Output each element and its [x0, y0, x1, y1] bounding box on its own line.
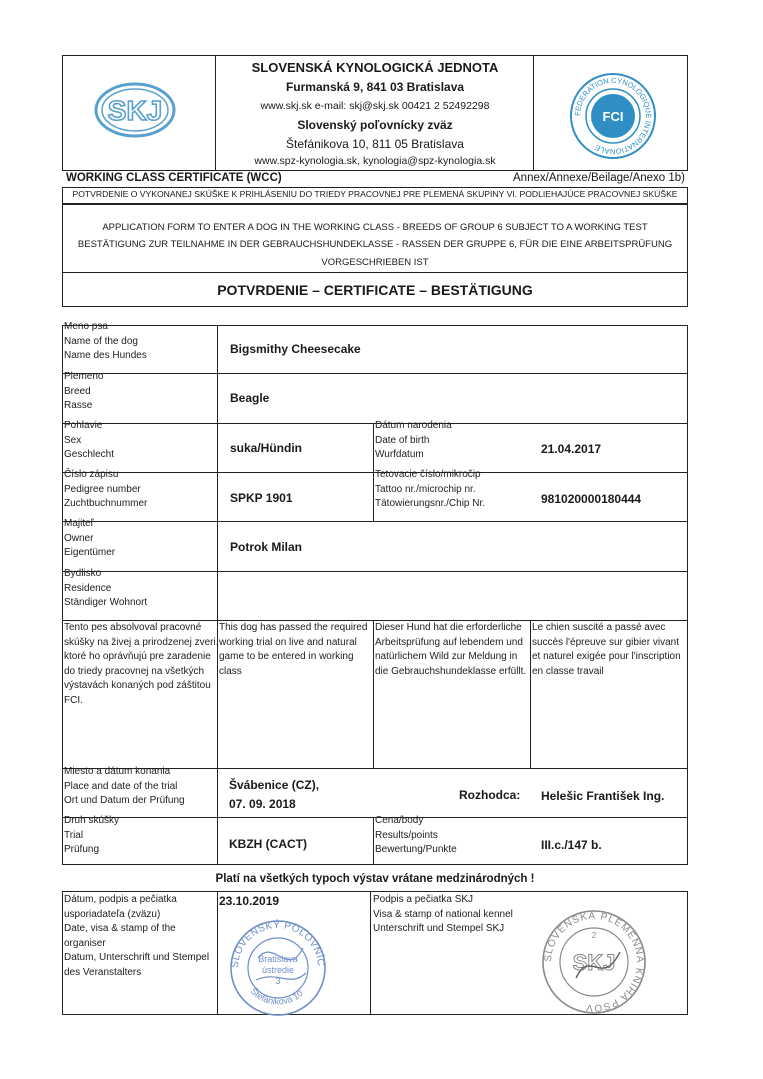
trial-type-label: Druh skúšky Trial Prüfung [64, 815, 120, 855]
breed-label: Plemeno Breed Rasse [64, 371, 104, 411]
svg-text:3: 3 [275, 976, 281, 986]
judge-label: Rozhodca: [459, 788, 521, 802]
spz-stamp [228, 918, 328, 1018]
dog-name: Bigsmithy Cheesecake [230, 342, 361, 356]
svg-text:Štefánikova 10: Štefánikova 10 [248, 986, 305, 1007]
dob-label: Dátum narodenia Date of birth Wurfdatum [375, 420, 452, 460]
breed-value: Beagle [230, 391, 270, 405]
dob-value: 21.04.2017 [541, 442, 602, 456]
pedigree-label: Číslo zápisu Pedigree number Zuchtbuchnummer [64, 469, 148, 509]
statement-en: This dog has passed the required working trial on live and natural game to be entered in working class [219, 622, 368, 677]
org-address: Furmanská 9, 841 03 Bratislava [285, 80, 465, 94]
sex-value: suka/Hündin [230, 441, 303, 455]
org-name: SLOVENSKÁ KYNOLOGICKÁ JEDNOTA [251, 60, 499, 75]
fci-logo [568, 71, 658, 161]
svg-text:ústredie: ústredie [261, 965, 295, 975]
wcc-title: WORKING CLASS CERTIFICATE (WCC) [66, 172, 282, 184]
spkp-stamp [540, 908, 648, 1016]
residence-label: Bydlisko Residence Ständiger Wohnort [64, 568, 148, 608]
skj-logo-text: SKJ [107, 95, 163, 126]
statement-sk: Tento pes absolvoval pracovné skúšky na živej a prirodzenej zveri, ktoré ho oprávňujú pre zaradenie do triedy pracovnej na všetkých výstavách konaných pod záštitou FCI. [64, 622, 219, 706]
club-contact: www.spz-kynologia.sk, kynologia@spz-kynologia.sk [254, 155, 496, 167]
svg-text:SKJ: SKJ [572, 950, 616, 975]
trial-date-value: 07. 09. 2018 [229, 797, 296, 811]
certificate-title: POTVRDENIE – CERTIFICATE – BESTÄTIGUNG [217, 282, 533, 298]
statement-de: Dieser Hund hat die erforderliche Arbeitsprüfung auf lebendem und natürlichem Wild zur Meldung in die Gebrauchshundeklasse erfüllt. [375, 622, 527, 677]
club-address: Štefánikova 10, 811 05 Bratislava [286, 137, 464, 151]
name-label: Meno psa Name of the dog Name des Hundes [64, 321, 147, 361]
trial-place-value: Švábenice (CZ), [229, 778, 320, 792]
result-label: Cena/body Results/points Bewertung/Punkte [375, 815, 457, 855]
trial-place-label: Miesto a dátum konania Place and date of the trial Ort und Datum der Prüfung [64, 766, 185, 806]
svg-text:Bratislava: Bratislava [258, 954, 298, 964]
owner-label: Majiteľ Owner Eigentümer [64, 518, 116, 558]
skj-logo [92, 80, 178, 140]
chip-value: 981020000180444 [541, 492, 642, 506]
application-line-1: APPLICATION FORM TO ENTER A DOG IN THE WORKING CLASS - BREEDS OF GROUP 6 SUBJECT TO A WORKING TEST [102, 222, 648, 233]
sex-label: Pohlavie Sex Geschlecht [64, 420, 115, 460]
wcc-sk-line: POTVRDENIE O VYKONANEJ SKÚŠKE K PRIHLÁSENIU DO TRIEDY PRACOVNEJ PRE PLEMENÁ SKUPINY VI. PODLIEHAJÚCE PRACOVNEJ SKÚŠKE [72, 189, 678, 199]
result-value: III.c./147 b. [541, 838, 602, 852]
fci-logo-text: FCI [602, 109, 624, 124]
svg-text:SLOVENSKÝ POĽOVNÍCKY ZVÄZ: SLOVENSKÝ POĽOVNÍC [229, 919, 327, 969]
statement-fr: Le chien suscité a passé avec succès l'épreuve sur gibier vivant et naturel exigée pour l'inscription en classe travail [532, 622, 681, 677]
trial-type-value: KBZH (CACT) [229, 837, 307, 851]
svg-text:2: 2 [591, 931, 597, 940]
club-name: Slovenský poľovnícky zväz [297, 118, 453, 132]
fci-ring-text: FEDERATION CYNOLOGIQUE INTERNATIONALE [572, 75, 654, 157]
chip-label: Tetovacie číslo/mikročip Tattoo nr./microchip nr. Tätowierungsnr./Chip Nr. [375, 469, 486, 509]
pedigree-value: SPKP 1901 [230, 491, 293, 505]
annex-label: Annex/Annexe/Beilage/Anexo 1b) [513, 172, 685, 184]
owner-value: Potrok Milan [230, 540, 303, 554]
validity-note: Platí na všetkých typoch výstav vrátane medzinárodných ! [215, 873, 535, 885]
svg-text:SLOVENSKÁ PLEMENNÁ KNIHA PSOV: SLOVENSKÁ PLEMENNÁ KNIHA PSOV [542, 910, 646, 1014]
organiser-label: Dátum, podpis a pečiatka usporiadateľa (zväzu) Date, visa & stamp of the organiser Datum, Unterschrift und Stempel des Veranstalters [64, 894, 210, 978]
application-line-3: VORGESCHRIEBEN IST [321, 257, 429, 268]
judge-value: Helešic František Ing. [541, 789, 665, 803]
skj-signature-label: Podpis a pečiatka SKJ Visa & stamp of national kennel Unterschrift und Stempel SKJ [373, 894, 513, 934]
org-contact: www.skj.sk e-mail: skj@skj.sk 00421 2 52492298 [260, 100, 490, 112]
signature-date: 23.10.2019 [219, 894, 280, 908]
application-line-2: BESTÄTIGUNG ZUR TEILNAHME IN DER GEBRAUCHSHUNDEKLASSE - RASSEN DER GRUPPE 6, FÜR DIE EINE ARBEITSPRÜFUNG [77, 239, 673, 250]
